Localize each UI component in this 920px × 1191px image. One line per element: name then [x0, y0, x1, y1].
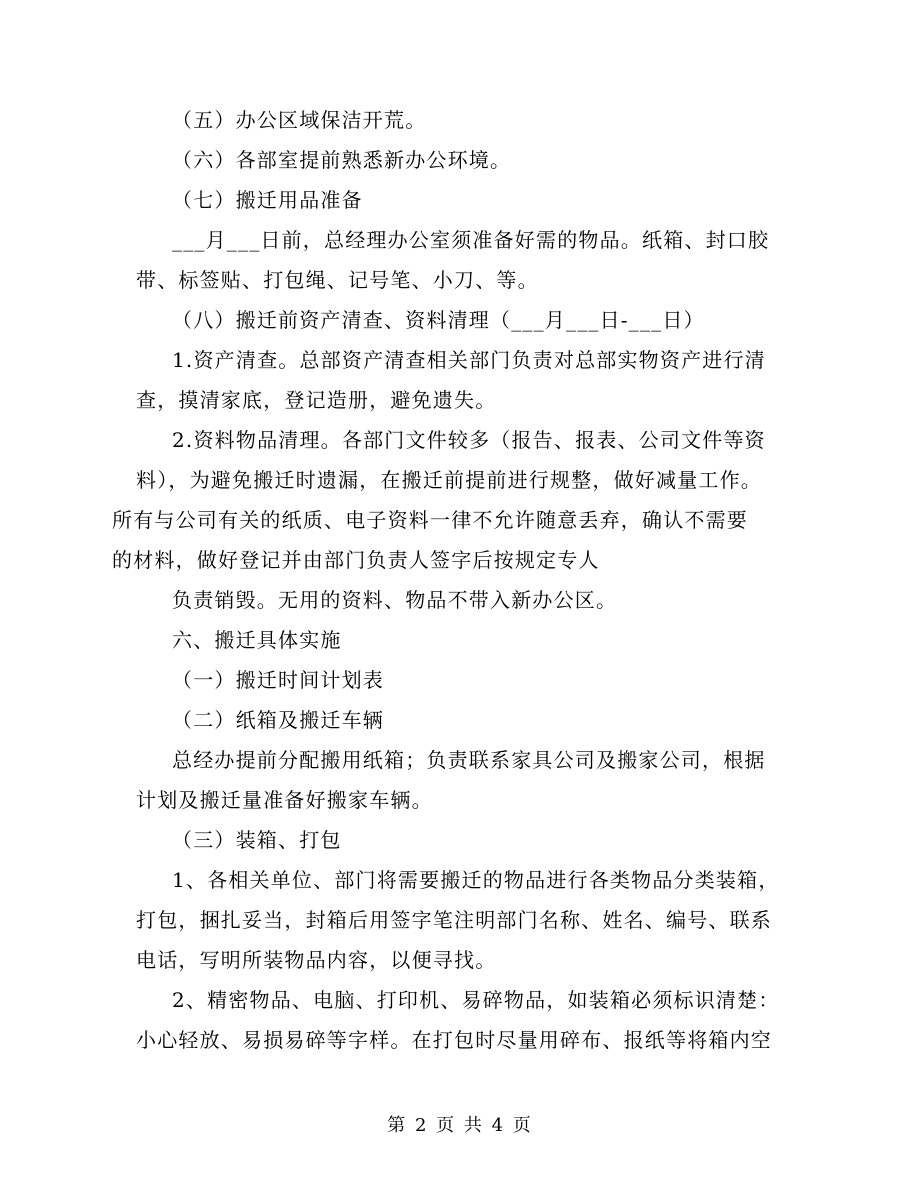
paragraph-line: 料），为避免搬迁时遗漏，在搬迁前提前进行规整，做好减量工作。 [136, 468, 762, 492]
paragraph-line: 计划及搬迁量准备好搬家车辆。 [136, 788, 433, 812]
paragraph-line: 的材料，做好登记并由部门负责人签字后按规定专人 [112, 548, 600, 572]
paragraph-line: 2、精密物品、电脑、打印机、易碎物品，如装箱必须标识清楚： [172, 988, 780, 1012]
paragraph-line: 负责销毁。无用的资料、物品不带入新办公区。 [172, 588, 618, 612]
paragraph-line: 所有与公司有关的纸质、电子资料一律不允许随意丢弃，确认不需要 [112, 508, 748, 532]
paragraph-line: 打包，捆扎妥当，封箱后用签字笔注明部门名称、姓名、编号、联系 [136, 908, 772, 932]
paragraph-line: 总经办提前分配搬用纸箱；负责联系家具公司及搬家公司，根据 [172, 748, 766, 772]
chapter-6-heading: 六、搬迁具体实施 [172, 628, 342, 652]
section-8-heading: （八）搬迁前资产清查、资料清理（___月___日-___日） [172, 308, 705, 332]
paragraph-line: 小心轻放、易损易碎等字样。在打包时尽量用碎布、报纸等将箱内空 [136, 1028, 772, 1052]
paragraph-line: ___月___日前，总经理办公室须准备好需的物品。纸箱、封口胶 [172, 228, 770, 252]
paragraph-line: 电话，写明所装物品内容，以便寻找。 [136, 948, 497, 972]
paragraph-line: 2.资料物品清理。各部门文件较多（报告、报表、公司文件等资 [172, 428, 766, 452]
section-6-heading: （六）各部室提前熟悉新办公环境。 [172, 148, 512, 172]
paragraph-line: 1、各相关单位、部门将需要搬迁的物品进行各类物品分类装箱， [172, 868, 780, 892]
subsection-2-heading: （二）纸箱及搬迁车辆 [172, 708, 384, 732]
section-7-heading: （七）搬迁用品准备 [172, 188, 363, 212]
subsection-3-heading: （三）装箱、打包 [172, 828, 342, 852]
paragraph-line: 1.资产清查。总部资产清查相关部门负责对总部实物资产进行清 [172, 348, 766, 372]
paragraph-line: 查，摸清家底，登记造册，避免遗失。 [136, 388, 497, 412]
paragraph-line: 带、标签贴、打包绳、记号笔、小刀、等。 [136, 268, 539, 292]
document-body [112, 104, 780, 1056]
section-5-heading: （五）办公区域保洁开荒。 [172, 108, 427, 132]
page-footer: 第 2 页 共 4 页 [387, 1115, 533, 1136]
subsection-1-heading: （一）搬迁时间计划表 [172, 668, 384, 692]
